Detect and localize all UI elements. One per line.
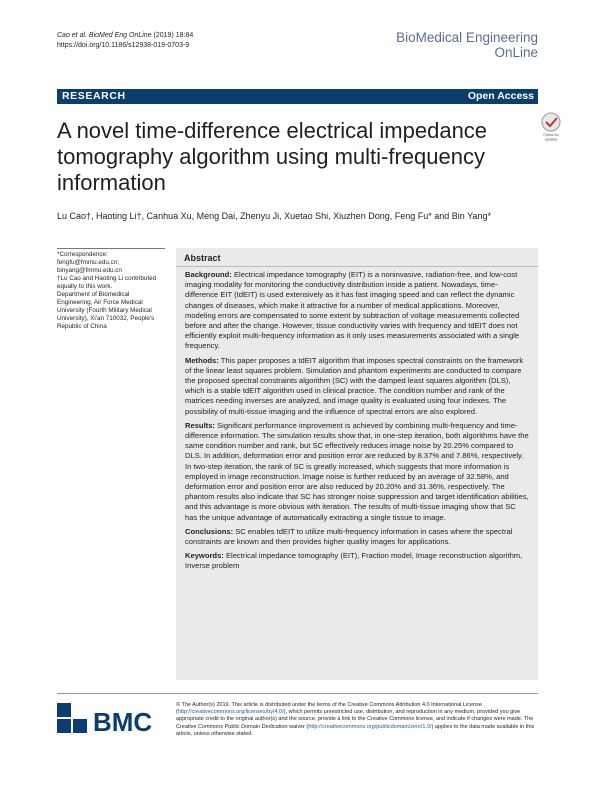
citation-journal: Cao et al. BioMed Eng OnLine <box>57 32 152 39</box>
check-for-updates-badge[interactable] <box>538 112 564 142</box>
open-access-label: Open Access <box>467 90 534 102</box>
abstract-background <box>185 270 529 352</box>
article-type-bar <box>57 89 538 104</box>
section-text: Electrical impedance tomography (EIT) is a noninvasive, radiation-free, and low-cost imaging modality for monitoring the conductivity distribution inside a patient. Nowadays, time-difference EIT (tdEIT) is used extensively as it has fast imaging speed and can reflect the dynamic changes of diseases, which make it attractive for a number of medical applications. Moreover, modeling errors are compensated to some extent by subtraction of voltage measurements collected before and after the change. However, tissue conductivity varies with frequency and tdEIT does not efficiently exploit multi-frequency information as it only uses measurements associated with a single frequency. <box>185 270 520 351</box>
section-text: SC enables tdEIT to utilize multi-frequency information in cases where the spectral constraints are known and then provides higher quality images for applications. <box>185 526 513 547</box>
author-notes-sidebar <box>57 248 165 331</box>
badge-line2: updates <box>544 137 558 142</box>
footer-divider <box>57 693 538 694</box>
bmc-logo <box>57 703 167 739</box>
section-text: This paper proposes a tdEIT algorithm that imposes spectral constraints on the framework of the linear least squares problem. Simulation and phantom experiments are conducted to compare the proposed spectral constraints algorithm (SC) with the damped least squares algorithm (DLS), which is a stable tdEIT algorithm used in clinical practice. The condition number and rank of the matrices needing inverses are analyzed, and image quality is evaluated using four indexes. The possibility of multi-tissue imaging and the influence of spectral errors are also explored. <box>185 355 524 416</box>
journal-name <box>396 30 538 60</box>
sidebar-divider <box>57 248 165 249</box>
license-part3: ) applies to the data made available in this article, unless otherwise stated. <box>176 723 535 737</box>
badge-line1: Check for <box>543 133 559 137</box>
citation-block <box>57 31 193 51</box>
section-label: Conclusions: <box>185 526 234 536</box>
affiliation-note: Department of Biomedical Engineering, Air Force Medical University (Fourth Military Medical University), Xi'an 710032, People's Republic of China <box>57 291 155 330</box>
journal-name-line2: OnLine <box>494 45 538 60</box>
correspondence-note: *Correspondence: fengfu@fmmu.edu.cn; binyang@fmmu.edu.cn <box>57 251 122 274</box>
abstract-heading: Abstract <box>176 248 538 267</box>
section-label: Keywords: <box>185 551 224 561</box>
license-part2: ), which permits unrestricted use, distribution, and reproduction in any medium, provided you give appropriate credit to the original author(s) and the source, provide a link to the Creative Commons license, and indicate if changes were made. The Creative Commons Public Domain Dedication waiver ( <box>176 709 534 730</box>
license-text <box>176 702 538 738</box>
abstract-results <box>185 421 529 523</box>
section-label: Background: <box>185 270 232 279</box>
abstract-box <box>176 248 538 680</box>
abstract-keywords <box>185 551 529 571</box>
check-for-updates-icon <box>538 112 564 142</box>
section-text: Electrical impedance tomography (EIT), Fraction model, Image reconstruction algorithm, Inverse problem <box>185 551 523 571</box>
doi-link[interactable]: https://doi.org/10.1186/s12938-019-0703-9 <box>57 42 190 49</box>
abstract-conclusions <box>185 527 529 547</box>
journal-name-line1: BioMedical Engineering <box>396 30 538 45</box>
license-part1: © The Author(s) 2019. This article is distributed under the terms of the Creative Commons Attribution 4.0 International License ( <box>176 702 482 716</box>
license-link-cc-by[interactable]: http://creativecommons.org/licenses/by/4.0/ <box>177 709 284 716</box>
contribution-note: †Lu Cao and Haoting Li contributed equally to this work. <box>57 275 157 290</box>
abstract-body <box>176 267 538 579</box>
license-link-cc0[interactable]: http://creativecommons.org/publicdomain/zero/1.0/ <box>308 723 432 730</box>
article-title: A novel time-difference electrical impedance tomography algorithm using multi-frequency information <box>57 118 488 195</box>
section-label: Methods: <box>185 355 219 365</box>
bmc-logo-text: BMC <box>93 707 153 737</box>
author-list: Lu Cao†, Haoting Li†, Canhua Xu, Meng Dai, Zhenyu Ji, Xuetao Shi, Xiuzhen Dong, Feng Fu* and Bin Yang* <box>57 211 491 221</box>
citation-year: (2019) 18:84 <box>153 32 194 39</box>
bmc-logo-icon <box>57 703 167 739</box>
article-type-label: RESEARCH <box>62 90 126 102</box>
abstract-methods <box>185 356 529 417</box>
section-label: Results: <box>185 420 215 430</box>
section-text: Significant performance improvement is achieved by combining multi-frequency and time-difference information. The simulation results show that, in one-step iteration, both algorithms have the same condition number and rank, but SC effectively reduces image noise by 20.25% compared to DLS. In addition, deformation error and position error are reduced by 8.37% and 7.86%, respectively. In two-step iteration, the rank of SC is greatly increased, which suggests that more information is employed in image reconstruction. Image noise is further reduced by an average of 32.58%, and deformation error and position error are also reduced by 20.20% and 31.36%, respectively. The phantom results also indicate that SC has stronger noise suppression and target identification abilities, and this advantage is more obvious with iteration. The results of multi-tissue imaging show that SC has the unique advantage of automatically extracting a single tissue to image. <box>185 420 529 522</box>
